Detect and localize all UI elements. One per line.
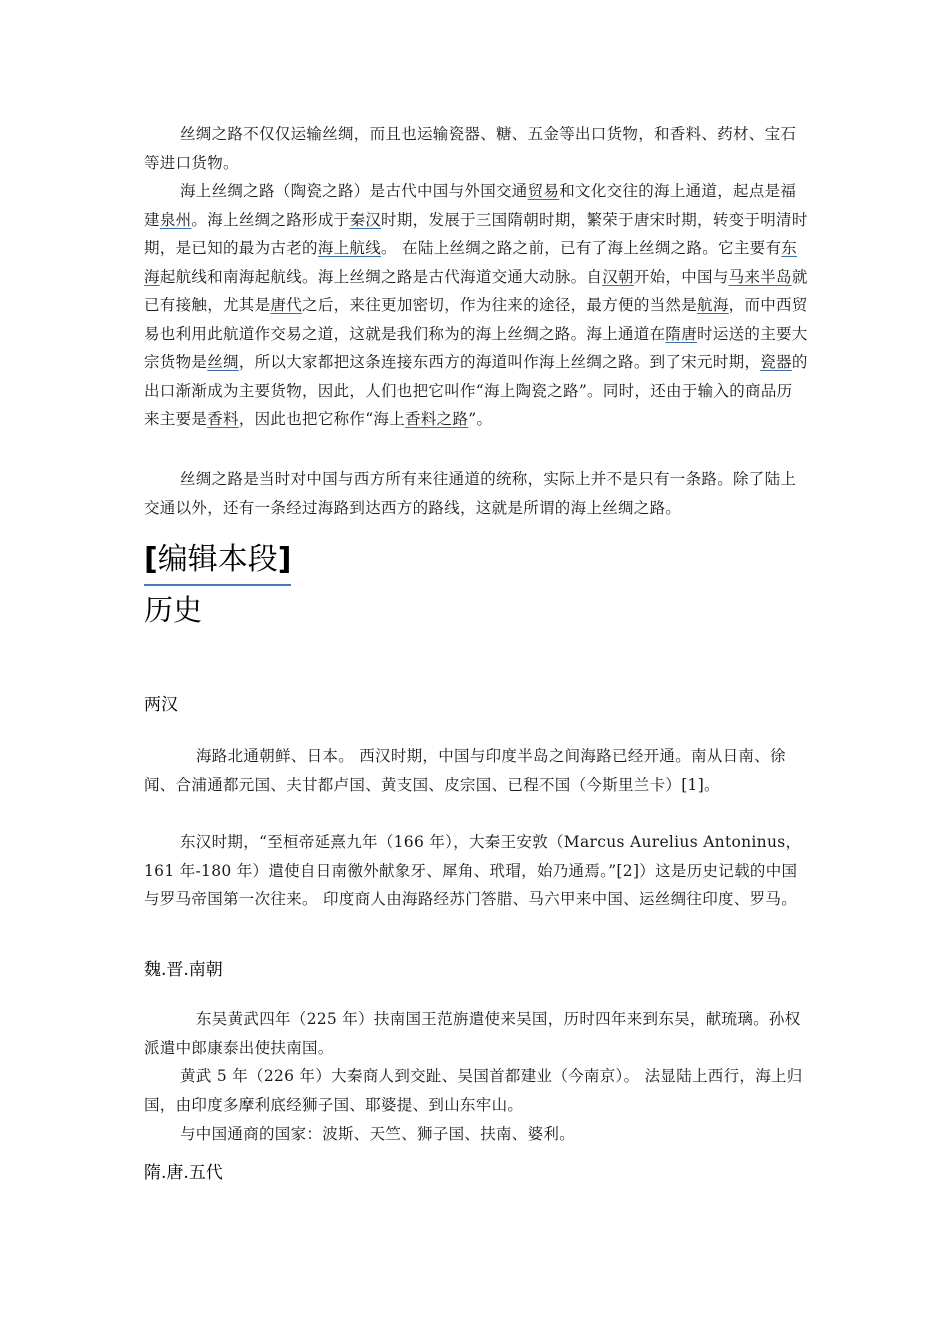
link-spice[interactable]: 香料 <box>207 410 239 428</box>
paragraph-wei-3: 与中国通商的国家：波斯、天竺、狮子国、扶南、婆利。 <box>180 1125 576 1143</box>
link-trade[interactable]: 贸易 <box>527 182 560 200</box>
link-east-sea[interactable]: 东海 <box>144 239 798 286</box>
edit-section-link[interactable]: [编辑本段] <box>144 538 291 586</box>
subsection-title-han: 两汉 <box>144 695 178 715</box>
link-qin-han[interactable]: 秦汉 <box>349 210 382 229</box>
link-quanzhou[interactable]: 泉州 <box>159 210 192 229</box>
paragraph-han-1: 海路北通朝鲜、日本。 西汉时期，中国与印度半岛之间海路已经开通。南从日南、徐闻、合浦通都元国、夫甘都卢国、黄支国、皮宗国、已程不国（今斯里兰卡）[1]。 <box>144 747 786 794</box>
link-tang-dynasty[interactable]: 唐代 <box>270 296 303 314</box>
paragraph-maritime-silk-road: 海上丝绸之路（陶瓷之路）是古代中国与外国交通贸易和文化交往的海上通道，起点是福建泉州。海上丝绸之路形成于秦汉时期，发展于三国隋朝时期，繁荣于唐宋时期，转变于明清时期，是已知的最为古老的海上航线。 在陆上丝绸之路之前，已有了海上丝绸之路。它主要有东海起航线和南海起航线。海上丝绸之路是古代海道交通大动脉。自汉朝开始，中国与马来半岛就已有接触，尤其是唐代之后，来往更加密切，作为往来的途径，最方便的当然是航海，而中西贸易也利用此航道作交易之道，这就是我们称为的海上丝绸之路。海上通道在隋唐时运送的主要大宗货物是丝绸，所以大家都把这条连接东西方的海道叫作海上丝绸之路。到了宋元时期，瓷器的出口渐渐成为主要货物，因此，人们也把它叫作“海上陶瓷之路”。同时，还由于输入的商品历来主要是香料，因此也把它称作“海上香料之路”。 <box>144 182 808 428</box>
subsection-title-sui-tang: 隋.唐.五代 <box>144 1163 223 1183</box>
link-han-dynasty[interactable]: 汉朝 <box>602 267 634 286</box>
link-navigation[interactable]: 航海 <box>697 296 729 314</box>
link-spice-road[interactable]: 香料之路 <box>405 410 469 428</box>
subsection-title-wei-jin: 魏.晋.南朝 <box>144 960 223 980</box>
section-title-history: 历史 <box>144 593 203 627</box>
link-sui-tang[interactable]: 隋唐 <box>665 324 698 343</box>
link-sea-route[interactable]: 海上航线 <box>317 239 382 257</box>
paragraph-han-2: 东汉时期，“至桓帝延熹九年（166 年），大秦王安敦（Marcus Aurelius Antoninus，161 年-180 年）遣使自日南徼外献象牙、犀角、玳瑁，始乃通焉。”[2]）这是历史记载的中国与罗马帝国第一次往来。 印度商人由海路经苏门答腊、马六甲来中国、运丝绸往印度、罗马。 <box>144 833 802 908</box>
paragraph-goods: 丝绸之路不仅仅运输丝绸，而且也运输瓷器、糖、五金等出口货物，和香料、药材、宝石等进口货物。 <box>144 125 797 172</box>
link-porcelain[interactable]: 瓷器 <box>760 353 792 371</box>
paragraph-silk-road-summary: 丝绸之路是当时对中国与西方所有来往通道的统称，实际上并不是只有一条路。除了陆上交通以外，还有一条经过海路到达西方的路线，这就是所谓的海上丝绸之路。 <box>144 470 797 517</box>
paragraph-wei-1: 东吴黄武四年（225 年）扶南国王范旃遣使来吴国，历时四年来到东吴，献琉璃。孙权派遣中郎康泰出使扶南国。 <box>144 1010 801 1057</box>
paragraph-wei-2: 黄武 5 年（226 年）大秦商人到交趾、吴国首都建业（今南京）。 法显陆上西行，海上归国，由印度多摩利底经狮子国、耶婆提、到山东牢山。 <box>144 1067 803 1114</box>
link-malay-peninsula[interactable]: 马来半岛 <box>728 267 792 286</box>
link-silk[interactable]: 丝绸 <box>207 353 239 371</box>
